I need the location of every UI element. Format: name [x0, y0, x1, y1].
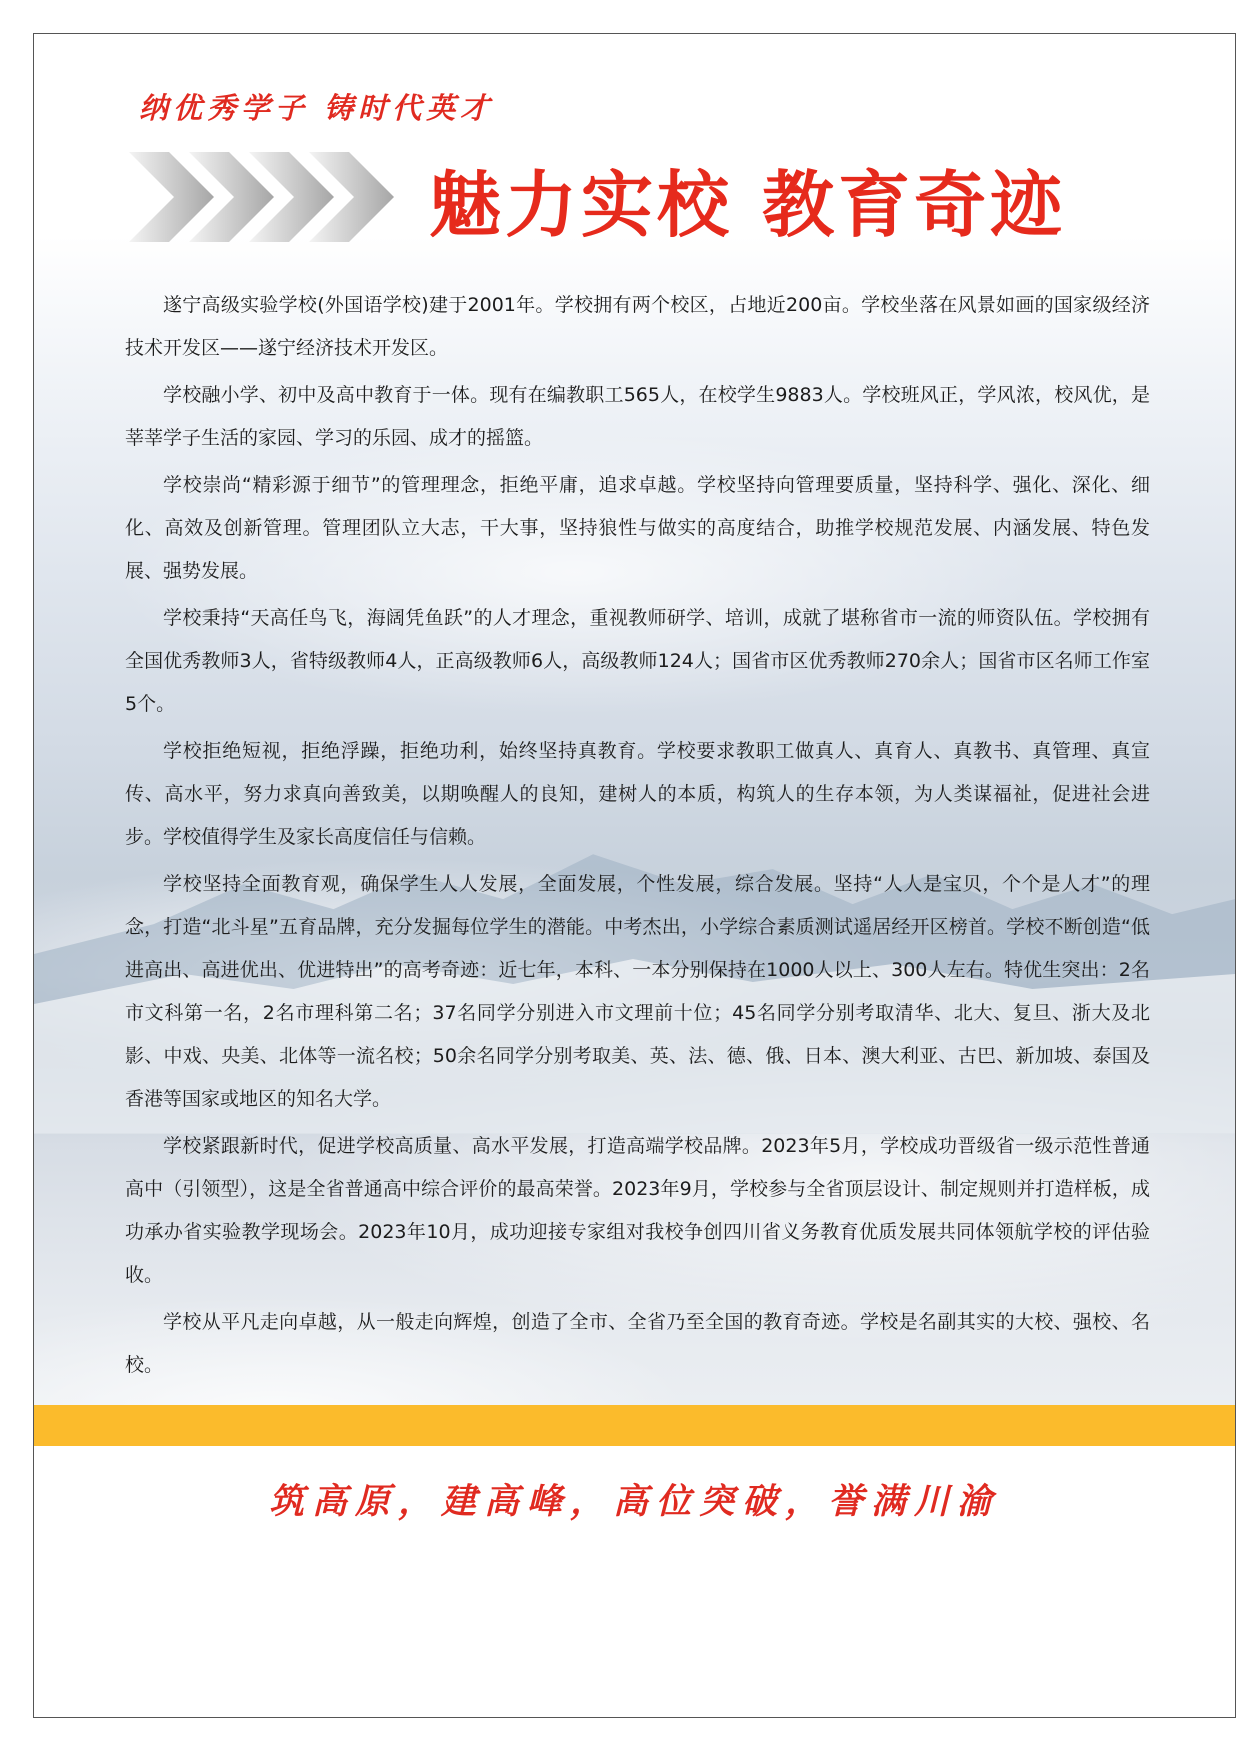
paragraph-founding: 遂宁高级实验学校(外国语学校)建于2001年。学校拥有两个校区，占地近200亩。学校坐落在风景如画的国家级经济技术开发区——遂宁经济技术开发区。	[125, 294, 1150, 359]
paragraph-true-education: 学校拒绝短视，拒绝浮躁，拒绝功利，始终坚持真教育。学校要求教职工做真人、真育人、真教书、真管理、真宣传、高水平，努力求真向善致美，以期唤醒人的良知，建树人的本质，构筑人的生存本领，为人类谋福祉，促进社会进步。学校值得学生及家长高度信任与信赖。	[125, 740, 1150, 848]
paragraph-conclusion: 学校从平凡走向卓越，从一般走向辉煌，创造了全市、全省乃至全国的教育奇迹。学校是名副其实的大校、强校、名校。	[125, 1311, 1150, 1376]
paragraph-management: 学校崇尚“精彩源于细节”的管理理念，拒绝平庸，追求卓越。学校坚持向管理要质量，坚持科学、强化、深化、细化、高效及创新管理。管理团队立大志，干大事，坚持狼性与做实的高度结合，助推学校规范发展、内涵发展、特色发展、强势发展。	[125, 474, 1150, 582]
chevron-arrows-icon	[129, 152, 419, 242]
footer-slogan: 筑高原，建高峰，高位突破，誉满川渝	[268, 1481, 1000, 1522]
top-slogan: 纳优秀学子 铸时代英才	[139, 91, 495, 125]
paragraph-new-era: 学校紧跟新时代，促进学校高质量、高水平发展，打造高端学校品牌。2023年5月，学校成功晋级省一级示范性普通高中（引领型），这是全省普通高中综合评价的最高荣誉。2023年9月，学校参与全省顶层设计、制定规则并打造样板，成功承办省实验教学现场会。2023年10月，成功迎接专家组对我校争创四川省义务教育优质发展共同体领航学校的评估验收。	[125, 1135, 1150, 1286]
paragraph-achievements: 学校坚持全面教育观，确保学生人人发展，全面发展，个性发展，综合发展。坚持“人人是宝贝，个个是人才”的理念，打造“北斗星”五育品牌，充分发掘每位学生的潜能。中考杰出，小学综合素质测试遥居经开区榜首。学校不断创造“低进高出、高进优出、优进特出”的高考奇迹：近七年，本科、一本分别保持在1000人以上、300人左右。特优生突出：2名市文科第一名，2名市理科第二名；37名同学分别进入市文理前十位；45名同学分别考取清华、北大、复旦、浙大及北影、中戏、央美、北体等一流名校；50余名同学分别考取美、英、法、德、俄、日本、澳大利亚、古巴、新加坡、泰国及香港等国家或地区的知名大学。	[125, 873, 1150, 1110]
paragraph-scale: 学校融小学、初中及高中教育于一体。现有在编教职工565人，在校学生9883人。学校班风正，学风浓，校风优，是莘莘学子生活的家园、学习的乐园、成才的摇篮。	[125, 384, 1150, 449]
page-title: 魅力实校 教育奇迹	[429, 162, 1067, 247]
article-body	[125, 284, 1150, 1391]
paragraph-teachers: 学校秉持“天高任鸟飞，海阔凭鱼跃”的人才理念，重视教师研学、培训，成就了堪称省市一流的师资队伍。学校拥有全国优秀教师3人，省特级教师4人，正高级教师6人，高级教师124人；国省市区优秀教师270余人；国省市区名师工作室5个。	[125, 607, 1150, 715]
poster-frame	[33, 33, 1236, 1718]
gold-divider-band	[34, 1405, 1235, 1446]
